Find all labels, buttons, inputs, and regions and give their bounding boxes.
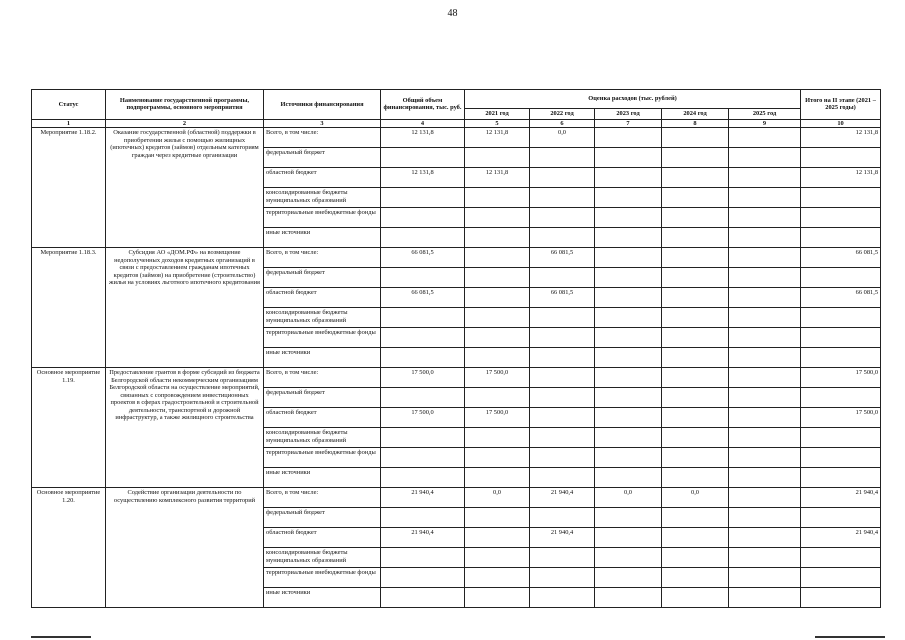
amount-cell — [662, 508, 729, 528]
amount-cell — [381, 568, 465, 588]
amount-cell: 17 500,0 — [465, 368, 530, 388]
amount-cell — [729, 508, 801, 528]
amount-cell — [465, 468, 530, 488]
amount-cell — [729, 468, 801, 488]
amount-cell — [801, 348, 881, 368]
amount-cell — [729, 248, 801, 268]
amount-cell — [595, 128, 662, 148]
table-row — [32, 248, 881, 268]
amount-cell — [662, 368, 729, 388]
amount-cell — [729, 348, 801, 368]
header-name: Наименование государственной программы, подпрограммы, основного мероприятия — [106, 90, 264, 120]
amount-cell: 66 081,5 — [530, 248, 595, 268]
row-status: Мероприятие 1.18.3. — [32, 248, 106, 368]
header-year: 2021 год — [465, 109, 530, 120]
amount-cell — [662, 128, 729, 148]
amount-cell — [381, 328, 465, 348]
amount-cell — [801, 308, 881, 328]
amount-cell — [729, 168, 801, 188]
amount-cell — [381, 148, 465, 168]
amount-cell — [729, 548, 801, 568]
amount-cell — [662, 148, 729, 168]
amount-cell: 21 940,4 — [530, 528, 595, 548]
header-year: 2025 год — [729, 109, 801, 120]
amount-cell — [381, 508, 465, 528]
funding-source: федеральный бюджет — [264, 388, 381, 408]
table-row — [32, 488, 881, 508]
amount-cell — [530, 348, 595, 368]
amount-cell — [595, 448, 662, 468]
amount-cell: 12 131,8 — [801, 128, 881, 148]
funding-source: консолидированные бюджеты муниципальных образований — [264, 428, 381, 448]
amount-cell: 17 500,0 — [801, 368, 881, 388]
funding-source: территориальные внебюджетные фонды — [264, 448, 381, 468]
amount-cell — [662, 528, 729, 548]
amount-cell — [530, 428, 595, 448]
amount-cell — [465, 348, 530, 368]
amount-cell — [662, 548, 729, 568]
amount-cell — [729, 268, 801, 288]
col-number: 10 — [801, 119, 881, 128]
amount-cell — [662, 568, 729, 588]
amount-cell — [595, 208, 662, 228]
col-number: 8 — [662, 119, 729, 128]
amount-cell: 0,0 — [465, 488, 530, 508]
amount-cell: 0,0 — [595, 488, 662, 508]
amount-cell — [530, 208, 595, 228]
amount-cell — [530, 188, 595, 208]
amount-cell — [465, 388, 530, 408]
amount-cell — [465, 328, 530, 348]
amount-cell — [595, 328, 662, 348]
header-status: Статус — [32, 90, 106, 120]
amount-cell: 21 940,4 — [381, 528, 465, 548]
header-year: 2024 год — [662, 109, 729, 120]
amount-cell — [381, 268, 465, 288]
row-program-name: Содействие организации деятельности по осуществлению комплексного развития территорий — [106, 488, 264, 608]
amount-cell: 17 500,0 — [381, 408, 465, 428]
amount-cell — [801, 508, 881, 528]
amount-cell — [465, 568, 530, 588]
col-number: 5 — [465, 119, 530, 128]
amount-cell — [381, 468, 465, 488]
amount-cell — [729, 328, 801, 348]
funding-source: консолидированные бюджеты муниципальных образований — [264, 308, 381, 328]
funding-source: иные источники — [264, 348, 381, 368]
amount-cell — [530, 588, 595, 608]
amount-cell — [465, 508, 530, 528]
funding-source: областной бюджет — [264, 408, 381, 428]
funding-source: консолидированные бюджеты муниципальных образований — [264, 188, 381, 208]
amount-cell — [729, 228, 801, 248]
amount-cell: 21 940,4 — [801, 488, 881, 508]
amount-cell — [662, 408, 729, 428]
amount-cell — [729, 148, 801, 168]
amount-cell — [595, 348, 662, 368]
amount-cell: 0,0 — [662, 488, 729, 508]
financing-table — [31, 89, 881, 608]
amount-cell — [530, 368, 595, 388]
amount-cell — [595, 528, 662, 548]
funding-source: областной бюджет — [264, 168, 381, 188]
amount-cell — [662, 468, 729, 488]
amount-cell: 21 940,4 — [530, 488, 595, 508]
amount-cell — [801, 228, 881, 248]
amount-cell — [662, 188, 729, 208]
amount-cell: 0,0 — [530, 128, 595, 148]
amount-cell — [595, 268, 662, 288]
funding-source: областной бюджет — [264, 288, 381, 308]
amount-cell — [662, 228, 729, 248]
table-row — [32, 368, 881, 388]
amount-cell — [595, 508, 662, 528]
amount-cell — [465, 148, 530, 168]
amount-cell: 12 131,8 — [801, 168, 881, 188]
amount-cell — [662, 268, 729, 288]
amount-cell — [595, 288, 662, 308]
amount-cell — [729, 428, 801, 448]
amount-cell — [801, 188, 881, 208]
row-program-name: Предоставление грантов в форме субсидий из бюджета Белгородской области некоммерческим организациям Белгородской области на осуществление мероприятий, связанных с сопровождением инвестиционных проектов в сферах градостроительной и строительной деятельности, транспортной и дорожной инфраструктур, а также жилищного строительства — [106, 368, 264, 488]
amount-cell — [465, 308, 530, 328]
amount-cell: 66 081,5 — [801, 288, 881, 308]
amount-cell — [729, 408, 801, 428]
amount-cell — [530, 468, 595, 488]
amount-cell — [530, 408, 595, 428]
amount-cell — [530, 448, 595, 468]
amount-cell — [662, 208, 729, 228]
amount-cell — [801, 448, 881, 468]
funding-source: иные источники — [264, 228, 381, 248]
amount-cell — [465, 268, 530, 288]
amount-cell — [465, 548, 530, 568]
amount-cell — [729, 368, 801, 388]
amount-cell — [381, 348, 465, 368]
amount-cell — [530, 388, 595, 408]
amount-cell — [801, 388, 881, 408]
amount-cell — [530, 168, 595, 188]
amount-cell — [662, 348, 729, 368]
amount-cell — [530, 268, 595, 288]
amount-cell — [381, 188, 465, 208]
amount-cell: 66 081,5 — [381, 248, 465, 268]
amount-cell — [729, 208, 801, 228]
amount-cell — [381, 548, 465, 568]
amount-cell — [595, 188, 662, 208]
amount-cell: 21 940,4 — [381, 488, 465, 508]
amount-cell — [465, 528, 530, 548]
amount-cell — [530, 568, 595, 588]
amount-cell — [465, 208, 530, 228]
header-total: Общий объем финансирования, тыс. руб. — [381, 90, 465, 120]
amount-cell — [595, 308, 662, 328]
amount-cell: 66 081,5 — [381, 288, 465, 308]
amount-cell — [729, 588, 801, 608]
amount-cell: 12 131,8 — [381, 168, 465, 188]
amount-cell: 17 500,0 — [465, 408, 530, 428]
bottom-rule — [31, 636, 91, 638]
amount-cell — [662, 168, 729, 188]
funding-source: федеральный бюджет — [264, 148, 381, 168]
amount-cell — [381, 448, 465, 468]
funding-source: территориальные внебюджетные фонды — [264, 568, 381, 588]
amount-cell — [465, 188, 530, 208]
row-program-name: Субсидия АО «ДОМ.РФ» на возмещение недополученных доходов кредитных организаций в связи с предоставлением гражданам ипотечных кредитов (займов) на приобретение (строительство) жилья на условиях льготного ипотечного кредитования — [106, 248, 264, 368]
amount-cell — [801, 568, 881, 588]
amount-cell — [530, 508, 595, 528]
amount-cell — [729, 388, 801, 408]
col-number: 3 — [264, 119, 381, 128]
funding-source: консолидированные бюджеты муниципальных образований — [264, 548, 381, 568]
amount-cell — [530, 228, 595, 248]
amount-cell — [801, 148, 881, 168]
funding-source: территориальные внебюджетные фонды — [264, 208, 381, 228]
table-row — [32, 128, 881, 148]
amount-cell — [729, 188, 801, 208]
amount-cell — [801, 208, 881, 228]
funding-source: Всего, в том числе: — [264, 248, 381, 268]
amount-cell — [595, 368, 662, 388]
amount-cell — [381, 428, 465, 448]
amount-cell — [662, 448, 729, 468]
header-year: 2022 год — [530, 109, 595, 120]
col-number: 6 — [530, 119, 595, 128]
amount-cell — [801, 328, 881, 348]
amount-cell — [381, 588, 465, 608]
amount-cell — [595, 468, 662, 488]
amount-cell — [662, 308, 729, 328]
amount-cell — [530, 148, 595, 168]
amount-cell: 12 131,8 — [465, 168, 530, 188]
amount-cell — [595, 248, 662, 268]
amount-cell: 17 500,0 — [801, 408, 881, 428]
amount-cell — [662, 428, 729, 448]
amount-cell — [595, 588, 662, 608]
amount-cell — [465, 248, 530, 268]
funding-source: Всего, в том числе: — [264, 488, 381, 508]
amount-cell — [381, 228, 465, 248]
row-status: Мероприятие 1.18.2. — [32, 128, 106, 248]
amount-cell — [729, 128, 801, 148]
amount-cell — [729, 488, 801, 508]
header-year: 2023 год — [595, 109, 662, 120]
amount-cell — [729, 308, 801, 328]
amount-cell — [729, 448, 801, 468]
amount-cell — [801, 268, 881, 288]
amount-cell — [595, 228, 662, 248]
amount-cell: 12 131,8 — [381, 128, 465, 148]
amount-cell: 66 081,5 — [530, 288, 595, 308]
col-number: 4 — [381, 119, 465, 128]
amount-cell: 12 131,8 — [465, 128, 530, 148]
amount-cell — [662, 248, 729, 268]
amount-cell — [465, 288, 530, 308]
amount-cell — [465, 228, 530, 248]
funding-source: федеральный бюджет — [264, 268, 381, 288]
amount-cell — [662, 328, 729, 348]
amount-cell — [465, 588, 530, 608]
header-stage-total: Итого на II этапе (2021 – 2025 годы) — [801, 90, 881, 120]
amount-cell — [662, 288, 729, 308]
amount-cell — [381, 308, 465, 328]
amount-cell: 17 500,0 — [381, 368, 465, 388]
funding-source: федеральный бюджет — [264, 508, 381, 528]
amount-cell — [729, 568, 801, 588]
row-status: Основное мероприятие 1.19. — [32, 368, 106, 488]
amount-cell — [530, 308, 595, 328]
funding-source: иные источники — [264, 588, 381, 608]
amount-cell — [595, 568, 662, 588]
row-status: Основное мероприятие 1.20. — [32, 488, 106, 608]
amount-cell — [662, 588, 729, 608]
col-number: 1 — [32, 119, 106, 128]
funding-source: иные источники — [264, 468, 381, 488]
amount-cell — [530, 548, 595, 568]
amount-cell — [595, 408, 662, 428]
amount-cell — [595, 428, 662, 448]
amount-cell — [801, 428, 881, 448]
column-number-row — [32, 119, 881, 128]
funding-source: Всего, в том числе: — [264, 368, 381, 388]
amount-cell — [595, 168, 662, 188]
amount-cell — [465, 428, 530, 448]
amount-cell — [381, 388, 465, 408]
col-number: 7 — [595, 119, 662, 128]
col-number: 2 — [106, 119, 264, 128]
funding-source: областной бюджет — [264, 528, 381, 548]
funding-source: Всего, в том числе: — [264, 128, 381, 148]
row-program-name: Оказание государственной (областной) поддержки в приобретении жилья с помощью жилищных (ипотечных) кредитов (займов) отдельным категориям граждан через кредитные организации — [106, 128, 264, 248]
amount-cell — [729, 528, 801, 548]
col-number: 9 — [729, 119, 801, 128]
bottom-rule — [815, 636, 885, 638]
amount-cell: 66 081,5 — [801, 248, 881, 268]
amount-cell — [530, 328, 595, 348]
amount-cell — [595, 388, 662, 408]
amount-cell — [729, 288, 801, 308]
amount-cell — [662, 388, 729, 408]
amount-cell — [595, 548, 662, 568]
amount-cell — [801, 548, 881, 568]
header-estimate: Оценка расходов (тыс. рублей) — [465, 90, 801, 109]
amount-cell — [595, 148, 662, 168]
amount-cell — [465, 448, 530, 468]
funding-source: территориальные внебюджетные фонды — [264, 328, 381, 348]
header-sources: Источники финансирования — [264, 90, 381, 120]
amount-cell — [801, 468, 881, 488]
amount-cell: 21 940,4 — [801, 528, 881, 548]
amount-cell — [801, 588, 881, 608]
amount-cell — [381, 208, 465, 228]
page-number: 48 — [447, 8, 458, 19]
